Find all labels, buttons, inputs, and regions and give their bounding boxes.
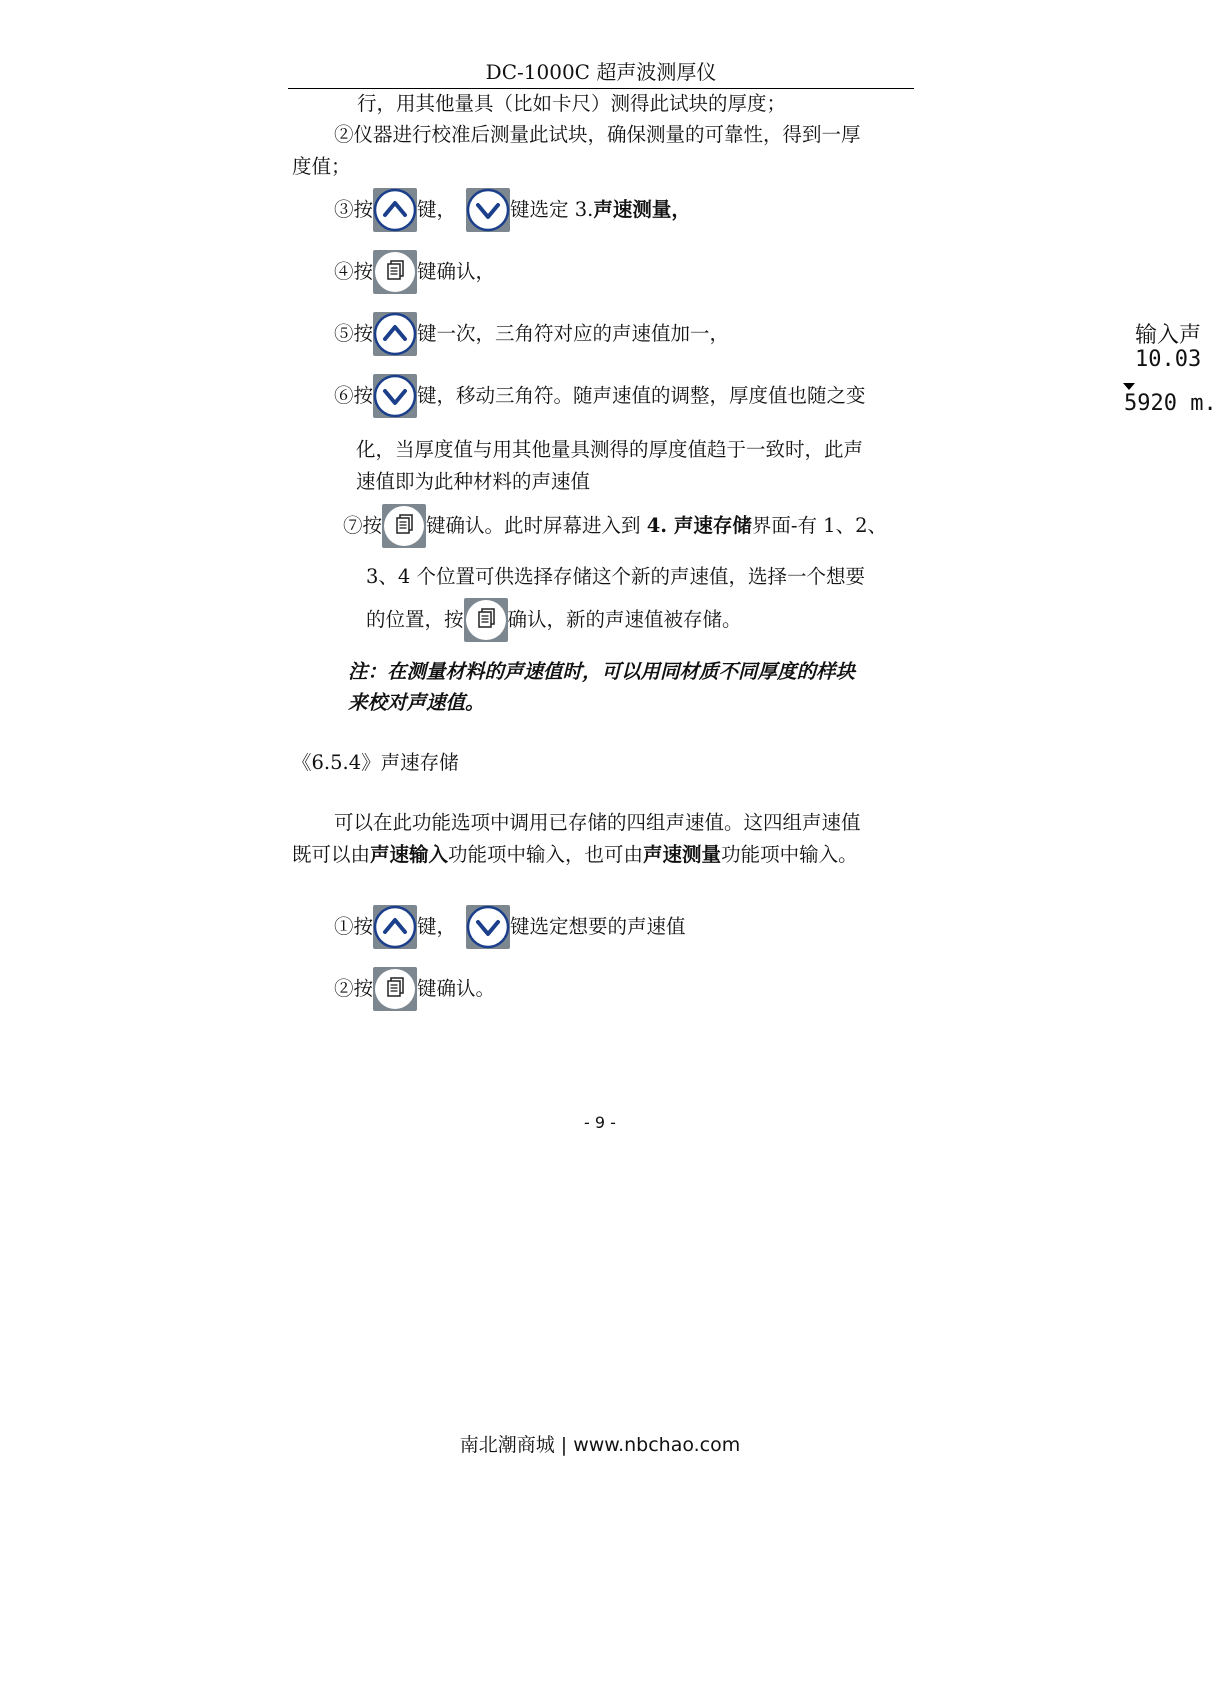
paragraph-line: 化，当厚度值与用其他量具测得的厚度值趋于一致时，此声 <box>356 438 864 461</box>
step-label: ④按 <box>334 260 374 283</box>
step-text: 键， <box>417 915 457 938</box>
step-text: 界面-有 1、2、 <box>751 514 887 537</box>
step-4 <box>334 250 495 294</box>
side-screen-line: 10.03 <box>1135 347 1202 372</box>
step-text: 确认，新的声速值被存储。 <box>507 608 742 631</box>
step-text: 键选定想要的声速值 <box>510 915 686 938</box>
step-text: 键确认。此时屏幕进入到 <box>426 514 647 537</box>
footer-text: 南北潮商城 | www.nbchao.com <box>459 1434 741 1456</box>
step-text: 键确认。 <box>417 977 496 1000</box>
step-7-line-3 <box>366 598 742 642</box>
up-arrow-key-icon <box>373 905 417 949</box>
text-bold: 声速测量 <box>643 843 722 866</box>
text-bold: 声速输入 <box>370 843 449 866</box>
down-arrow-key-icon <box>466 188 510 232</box>
step-label: ①按 <box>334 915 374 938</box>
step-label: ⑤按 <box>334 322 374 345</box>
text: 功能项中输入，也可由 <box>448 843 644 866</box>
up-arrow-key-icon <box>373 312 417 356</box>
page-number: - 9 - <box>584 1113 616 1132</box>
section-heading: 《6.5.4》声速存储 <box>292 751 459 774</box>
step-text: 键， <box>417 198 457 221</box>
side-screen-line: 5920 m. <box>1124 391 1217 416</box>
paragraph-line: 可以在此功能选项中调用已存储的四组声速值。这四组声速值 <box>334 811 861 834</box>
step-6 <box>334 374 866 418</box>
paragraph-line: 速值即为此种材料的声速值 <box>356 470 591 493</box>
down-arrow-key-icon <box>466 905 510 949</box>
up-arrow-key-icon <box>373 188 417 232</box>
step-text: 键确认， <box>417 260 496 283</box>
paragraph-line: ②仪器进行校准后测量此试块，确保测量的可靠性，得到一厚 <box>334 123 861 146</box>
paragraph-line: 度值； <box>292 155 351 178</box>
step-7 <box>343 504 887 548</box>
paragraph-line: 3、4 个位置可供选择存储这个新的声速值，选择一个想要 <box>366 565 866 588</box>
step-label: ⑥按 <box>334 384 374 407</box>
step-text-bold: 4. 声速存储 <box>646 514 752 537</box>
step-text: 键一次，三角符对应的声速值加一， <box>417 322 730 345</box>
section-step-1 <box>334 905 686 949</box>
confirm-key-icon <box>464 598 508 642</box>
step-5 <box>334 312 729 356</box>
confirm-key-icon <box>373 250 417 294</box>
confirm-key-icon <box>382 504 426 548</box>
note-line: 来校对声速值。 <box>348 691 485 714</box>
section-step-2 <box>334 967 495 1011</box>
step-label: ⑦按 <box>343 514 383 537</box>
paragraph-line: 行，用其他量具（比如卡尺）测得此试块的厚度； <box>357 92 787 115</box>
note-line: 注：在测量材料的声速值时，可以用同材质不同厚度的样块 <box>348 660 856 683</box>
triangle-marker-icon <box>1123 383 1135 390</box>
text: 功能项中输入。 <box>721 843 858 866</box>
step-text: 的位置，按 <box>366 608 464 631</box>
paragraph-line-mixed <box>292 842 858 868</box>
step-label: ②按 <box>334 977 374 1000</box>
down-arrow-key-icon <box>373 374 417 418</box>
step-text-bold: 声速测量， <box>593 198 691 221</box>
step-text: 键选定 3. <box>510 198 594 221</box>
step-3 <box>334 188 691 232</box>
page-header-title: DC-1000C 超声波测厚仪 <box>288 58 914 89</box>
text: 既可以由 <box>292 843 371 866</box>
side-screen-line: 输入声 <box>1135 323 1202 348</box>
step-label: ③按 <box>334 198 374 221</box>
confirm-key-icon <box>373 967 417 1011</box>
step-text: 键，移动三角符。随声速值的调整，厚度值也随之变 <box>417 384 866 407</box>
